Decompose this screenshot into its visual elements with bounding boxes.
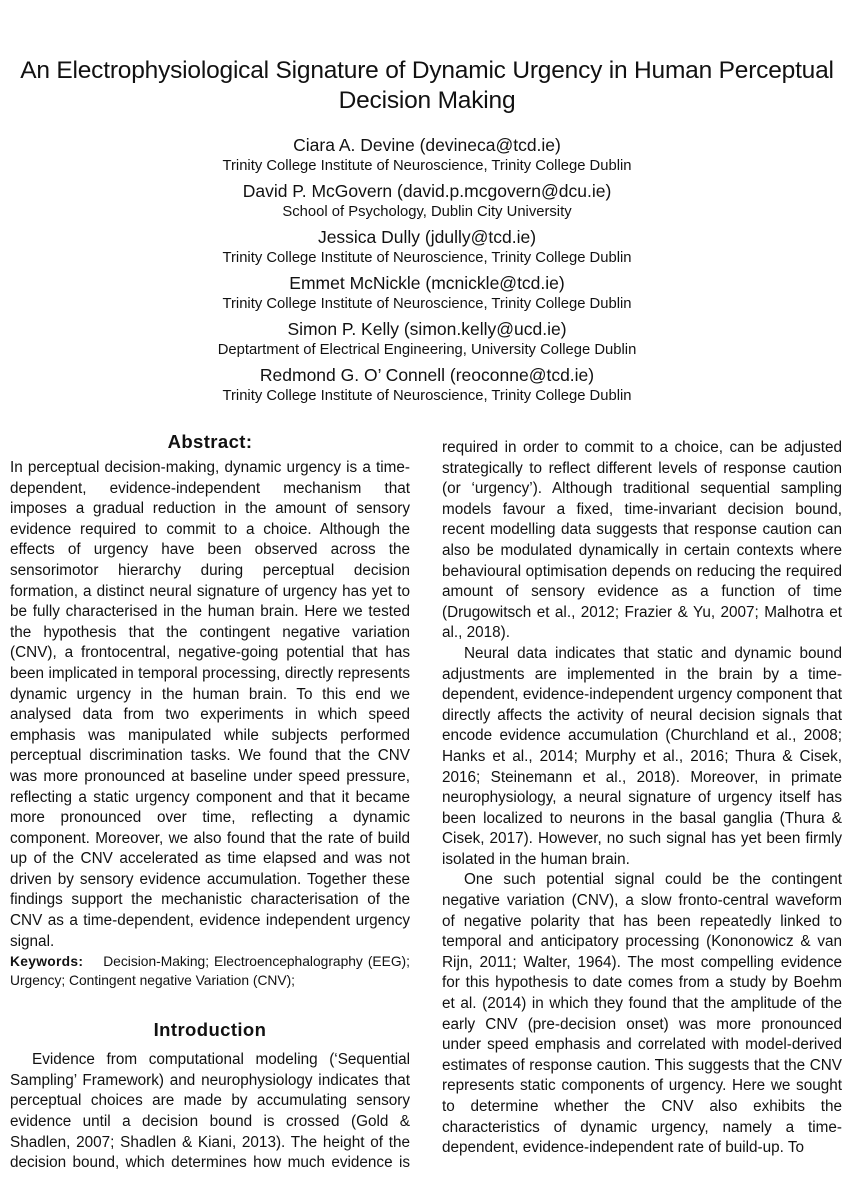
author-name: Simon P. Kelly (simon.kelly@ucd.ie) [287, 319, 567, 339]
author-entry [20, 134, 834, 176]
author-name: Jessica Dully (jdully@tcd.ie) [317, 227, 537, 247]
intro-paragraph-1-continued: required in order to commit to a choice, can be adjusted strategically to reflect different levels of response caution (or ‘urgency’). Although traditional sequential sampling models favour a fixed, time-invariant decision bound, recent modelling data suggests that response caution can also be modulated dynamically in certain contexts where behavioural optimisation depends on reducing the required amount of sensory evidence as a function of time (Drugowitsch et al., 2012; Frazier & Yu, 2007; Malhotra et al., 2018). [442, 439, 842, 642]
keywords-label: Keywords: [10, 954, 84, 970]
keywords-text: Decision-Making; Electroencephalography (EEG); Urgency; Contingent negative Variation (CNV); [10, 954, 410, 989]
abstract-heading: Abstract: [167, 431, 253, 452]
author-entry [20, 272, 834, 314]
intro-paragraph-2: Neural data indicates that static and dynamic bound adjustments are implemented in the brain by a time-dependent, evidence-independent urgency component that directly affects the activity of neural decision signals that encode evidence accumulation (Churchland et al., 2008; Hanks et al., 2014; Murphy et al., 2016; Thura & Cisek, 2016; Steinemann et al., 2018). Moreover, in primate neurophysiology, a neural signature of urgency itself has been localized to neurons in the basal ganglia (Thura & Cisek, 2017). However, no such signal has yet been firmly isolated in the human brain. [442, 644, 842, 868]
intro-paragraph-3: One such potential signal could be the contingent negative variation (CNV), a slow fronto-central waveform of negative polarity that has been repeatedly linked to temporal and anticipatory processing (Kononowicz & van Rijn, 2011; Walter, 1964). The most compelling evidence for this hypothesis to date comes from a study by Boehm et al. (2014) in which they found that the amplitude of the early CNV (pre-decision onset) was more pronounced under speed emphasis and correlated with model-derived estimates of response caution. This suggests that the CNV represents static components of urgency. Here we sought to determine whether the CNV also exhibits the characteristics of dynamic urgency, namely a time-dependent, evidence-independent rate of build-up. To [442, 871, 842, 1157]
author-name: Ciara A. Devine (devineca@tcd.ie) [293, 135, 561, 155]
author-entry [20, 318, 834, 360]
author-entry [20, 180, 834, 222]
author-affiliation: Trinity College Institute of Neuroscience, Trinity College Dublin [222, 296, 632, 312]
author-affiliation: Trinity College Institute of Neuroscience, Trinity College Dublin [222, 250, 632, 266]
intro-paragraph-1: Evidence from computational modeling (‘Sequential Sampling’ Framework) and neurophysiology indicates that perceptual choices are made by accumulating sensory evidence until a decision bound is crossed (Gold & Shadlen, 2007; Shadlen & Kiani, 2013). The height of the decision bound, which determines how much evidence is [10, 1051, 410, 1172]
abstract-text: In perceptual decision-making, dynamic urgency is a time-dependent, evidence-independent mechanism that imposes a gradual reduction in the amount of sensory evidence required to commit to a choice. Although the effects of urgency have been observed across the sensorimotor hierarchy during perceptual decision formation, a distinct neural signature of urgency has yet to be fully characterised in the human brain. Here we tested the hypothesis that the contingent negative variation (CNV), a frontocentral, negative-going potential that has been implicated in temporal processing, directly represents dynamic urgency in the human brain. To this end we analysed data from two experiments in which speed emphasis was manipulated while subjects performed perceptual discrimination tasks. We found that the CNV was more pronounced at baseline under speed pressure, reflecting a static urgency component and that it became more pronounced over time, reflecting a dynamic component. Moreover, we also found that the rate of build up of the CNV accelerated as time elapsed and was not driven by sensory evidence accumulation. Together these findings support the mechanistic characterisation of the CNV as a time-dependent, evidence independent urgency signal. [10, 459, 410, 950]
author-name: Redmond G. O’ Connell (reoconne@tcd.ie) [259, 365, 595, 385]
author-affiliation: School of Psychology, Dublin City University [282, 204, 572, 220]
author-entry [20, 364, 834, 406]
author-affiliation: Trinity College Institute of Neuroscience, Trinity College Dublin [222, 158, 632, 174]
author-affiliation: Deptartment of Electrical Engineering, University College Dublin [217, 342, 637, 358]
author-name: David P. McGovern (david.p.mcgovern@dcu.ie) [242, 181, 612, 201]
left-column [10, 430, 410, 1174]
keywords [10, 952, 410, 990]
author-affiliation: Trinity College Institute of Neuroscience, Trinity College Dublin [222, 388, 632, 404]
author-name: Emmet McNickle (mcnickle@tcd.ie) [289, 273, 565, 293]
introduction-heading: Introduction [153, 1019, 267, 1041]
right-column [442, 438, 842, 1159]
paper-title: An Electrophysiological Signature of Dynamic Urgency in Human Perceptual Decision Making [20, 57, 834, 114]
author-entry [20, 226, 834, 268]
author-list [20, 134, 834, 410]
